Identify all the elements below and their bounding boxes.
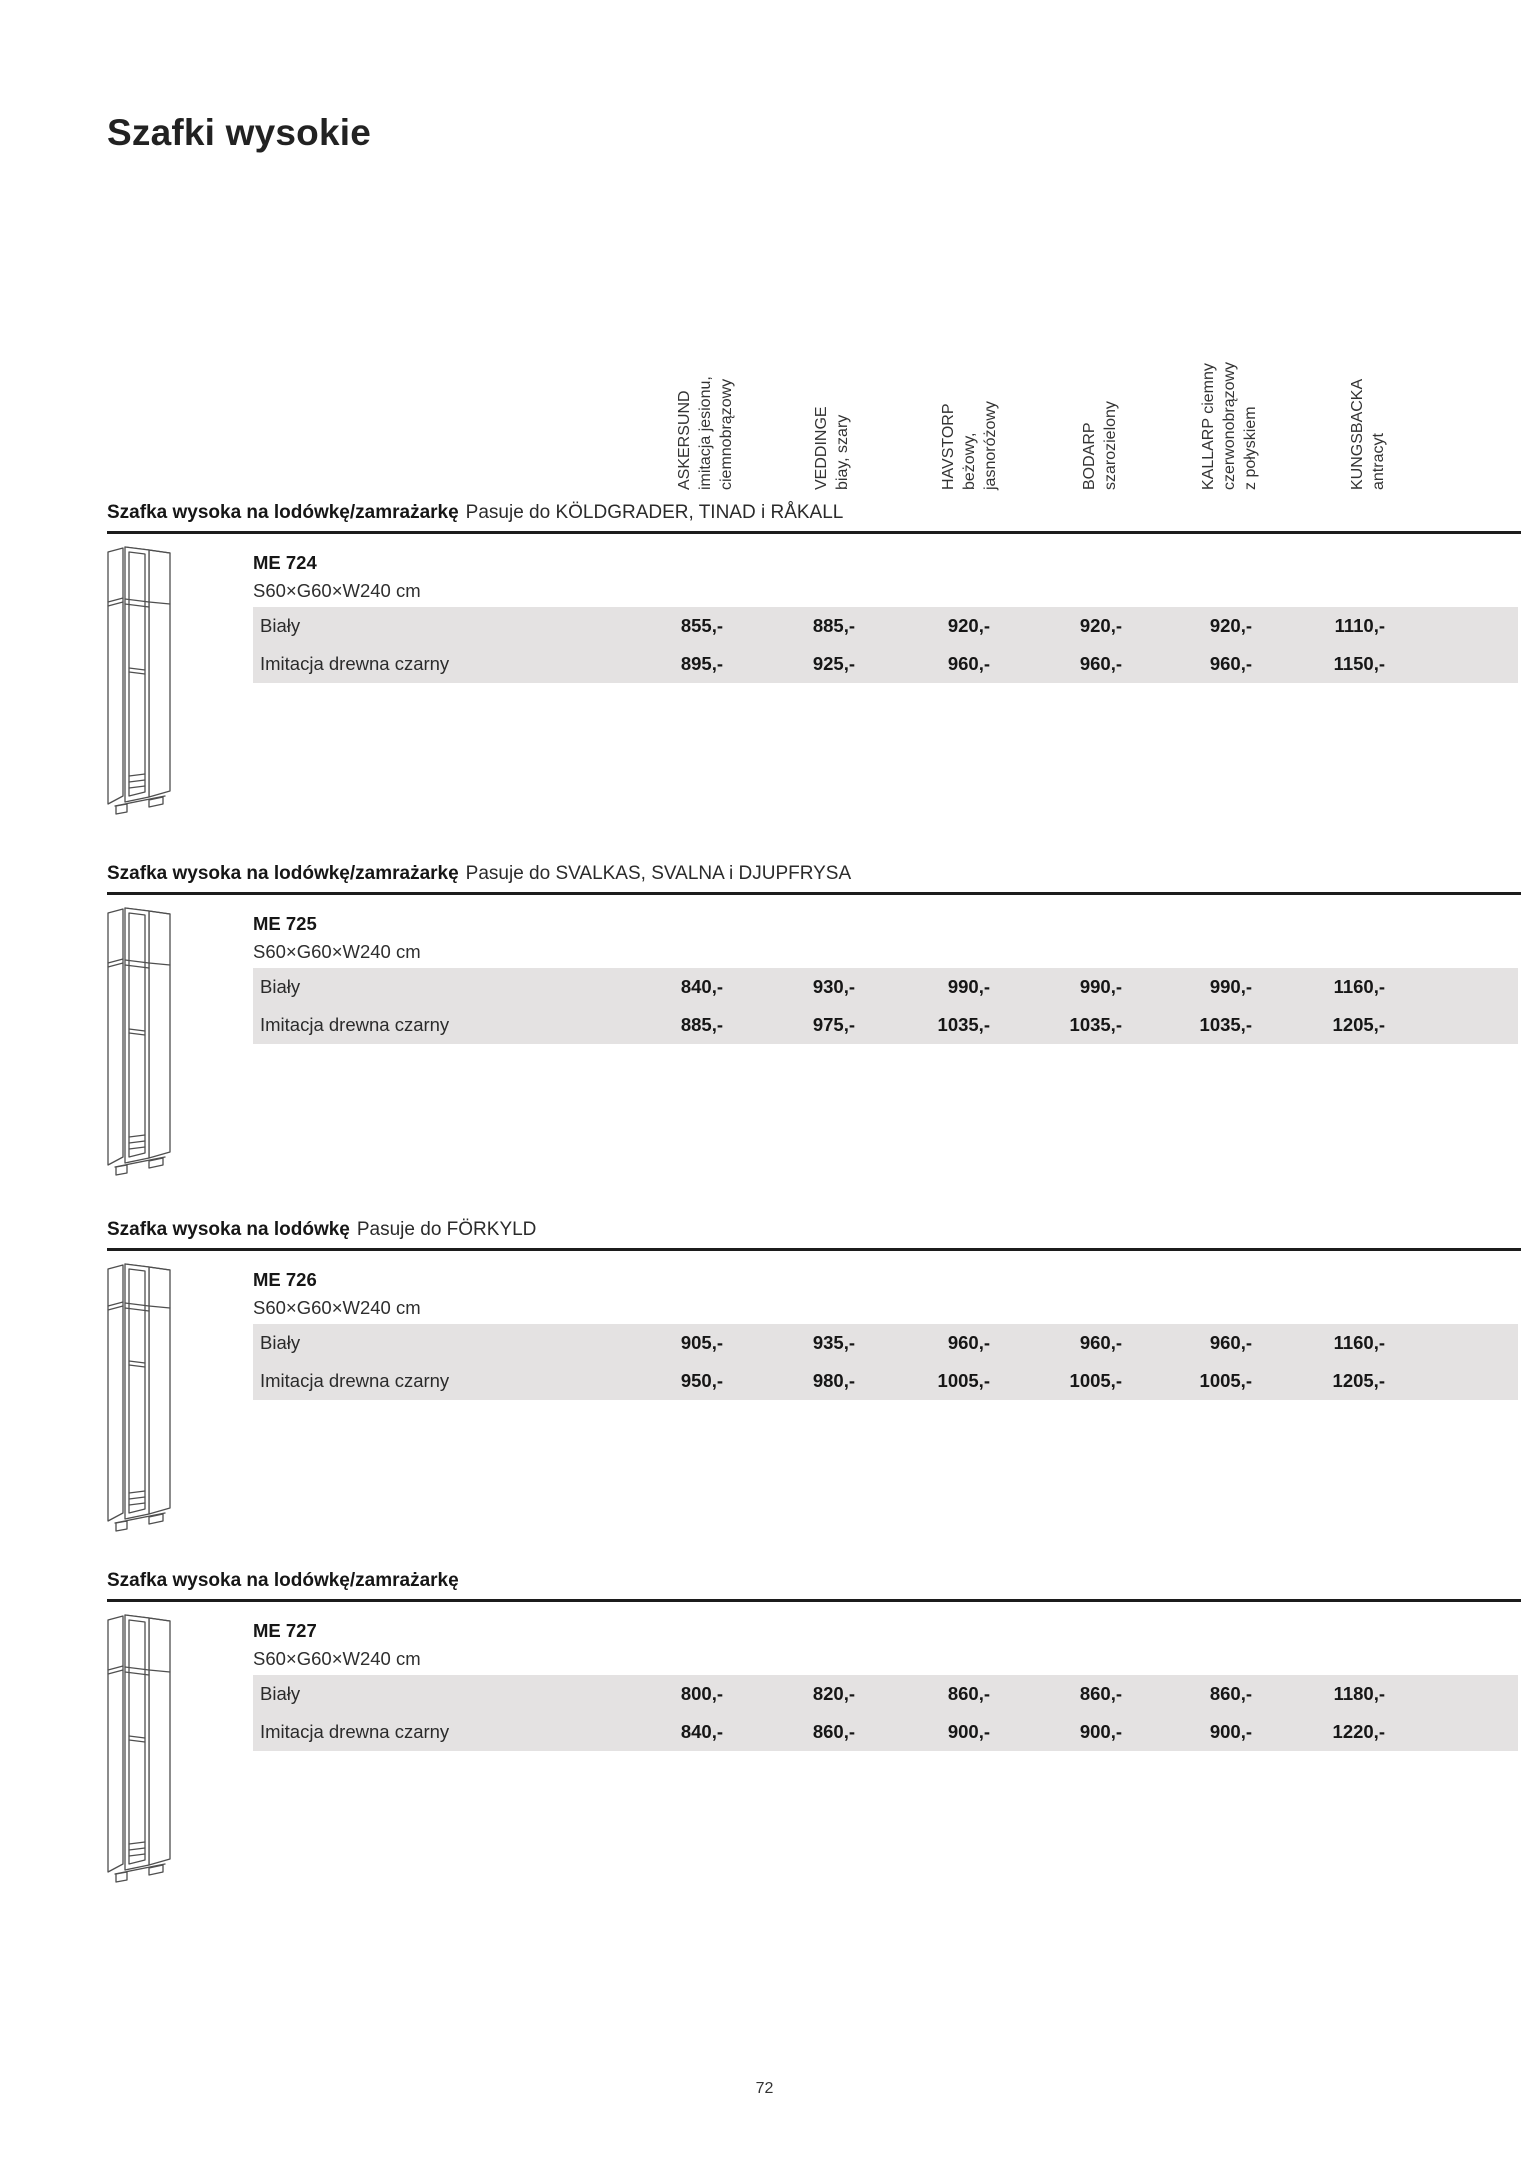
row-label: Biały — [260, 1683, 301, 1704]
finish-column-header-havstorp — [938, 298, 1001, 490]
price-cell: 855,- — [680, 615, 723, 636]
price-cell: 920,- — [947, 615, 990, 636]
cabinet-illustration — [103, 544, 187, 816]
model-dimensions: S60×G60×W240 cm — [253, 941, 421, 962]
product-section-me724 — [0, 502, 1529, 832]
section-heading — [107, 502, 843, 524]
row-label: Imitacja drewna czarny — [260, 653, 450, 674]
finish-line: antracyt — [1370, 433, 1387, 490]
finish-line: BODARP — [1081, 422, 1098, 490]
section-divider — [107, 1599, 1521, 1602]
price-cell: 1205,- — [1332, 1370, 1385, 1391]
price-cell: 1035,- — [1199, 1014, 1252, 1035]
row-label: Biały — [260, 1332, 301, 1353]
price-cell: 1005,- — [937, 1370, 990, 1391]
price-cell: 1205,- — [1332, 1014, 1385, 1035]
section-divider — [107, 531, 1521, 534]
finish-column-header-bodarp — [1079, 298, 1121, 490]
table-row — [253, 1324, 1518, 1362]
section-heading-regular: Pasuje do KÖLDGRADER, TINAD i RÅKALL — [465, 502, 844, 523]
price-cell: 1110,- — [1334, 615, 1385, 636]
finish-column-header-veddinge — [811, 298, 853, 490]
model-number: ME 727 — [253, 1620, 317, 1641]
price-cell: 960,- — [1079, 1332, 1122, 1353]
table-row — [253, 645, 1518, 683]
price-cell: 905,- — [680, 1332, 723, 1353]
price-cell: 920,- — [1079, 615, 1122, 636]
section-heading-bold: Szafka wysoka na lodówkę/zamrażarkę — [107, 502, 459, 523]
price-cell: 1220,- — [1332, 1721, 1385, 1742]
cabinet-illustration — [103, 905, 187, 1177]
table-row — [253, 968, 1518, 1006]
model-number: ME 725 — [253, 913, 317, 934]
price-cell: 820,- — [812, 1683, 855, 1704]
price-cell: 1005,- — [1069, 1370, 1122, 1391]
section-heading-bold: Szafka wysoka na lodówkę/zamrażarkę — [107, 1570, 459, 1591]
price-cell: 960,- — [1079, 653, 1122, 674]
price-cell: 1150,- — [1333, 653, 1385, 674]
finish-line: czerwonobrązowy — [1221, 361, 1238, 490]
section-heading — [107, 1219, 536, 1241]
table-row — [253, 1713, 1518, 1751]
finish-line: HAVSTORP — [940, 403, 957, 490]
product-section-me727 — [0, 1570, 1529, 1900]
row-label: Biały — [260, 615, 301, 636]
finish-line: KALLARP ciemny — [1200, 363, 1217, 490]
table-row — [253, 1675, 1518, 1713]
price-cell: 1035,- — [937, 1014, 990, 1035]
finish-column-header-kungsbacka — [1347, 298, 1389, 490]
price-cell: 1005,- — [1199, 1370, 1252, 1391]
product-section-me726 — [0, 1219, 1529, 1549]
price-cell: 930,- — [812, 976, 855, 997]
row-label: Biały — [260, 976, 301, 997]
price-cell: 960,- — [947, 1332, 990, 1353]
section-heading-regular: Pasuje do SVALKAS, SVALNA i DJUPFRYSA — [465, 863, 852, 884]
price-cell: 935,- — [812, 1332, 855, 1353]
cabinet-illustration — [103, 1612, 187, 1884]
price-cell: 900,- — [947, 1721, 990, 1742]
price-cell: 920,- — [1209, 615, 1252, 636]
price-cell: 960,- — [947, 653, 990, 674]
product-section-me725 — [0, 863, 1529, 1193]
price-cell: 1160,- — [1333, 1332, 1385, 1353]
page-title: Szafki wysokie — [107, 112, 371, 153]
price-cell: 900,- — [1079, 1721, 1122, 1742]
price-cell: 1160,- — [1333, 976, 1385, 997]
table-row — [253, 1006, 1518, 1044]
finish-line: z połyskiem — [1242, 406, 1259, 490]
section-heading — [107, 863, 851, 885]
finish-column-header-askersund — [674, 298, 737, 490]
price-table — [253, 607, 1518, 683]
price-table — [253, 1675, 1518, 1751]
finish-line: ciemnobrązowy — [718, 378, 735, 490]
price-cell: 885,- — [680, 1014, 723, 1035]
price-cell: 990,- — [1209, 976, 1252, 997]
price-cell: 895,- — [680, 653, 723, 674]
table-row — [253, 607, 1518, 645]
finish-line: szarozielony — [1102, 401, 1119, 490]
price-cell: 860,- — [812, 1721, 855, 1742]
finish-line: jasnoróżowy — [982, 401, 999, 490]
section-heading-bold: Szafka wysoka na lodówkę — [107, 1219, 350, 1240]
price-cell: 885,- — [812, 615, 855, 636]
price-cell: 990,- — [947, 976, 990, 997]
finish-column-header-kallarp — [1198, 298, 1261, 490]
price-cell: 960,- — [1209, 653, 1252, 674]
model-dimensions: S60×G60×W240 cm — [253, 580, 421, 601]
price-cell: 860,- — [1079, 1683, 1122, 1704]
cabinet-illustration — [103, 1261, 187, 1533]
finish-line: ASKERSUND — [676, 390, 693, 490]
price-cell: 840,- — [680, 1721, 723, 1742]
model-dimensions: S60×G60×W240 cm — [253, 1648, 421, 1669]
section-divider — [107, 1248, 1521, 1251]
price-cell: 800,- — [680, 1683, 723, 1704]
price-cell: 860,- — [947, 1683, 990, 1704]
price-cell: 860,- — [1209, 1683, 1252, 1704]
finish-line: VEDDINGE — [813, 406, 830, 490]
finish-line: KUNGSBACKA — [1349, 378, 1366, 490]
model-dimensions: S60×G60×W240 cm — [253, 1297, 421, 1318]
price-table — [253, 1324, 1518, 1400]
price-cell: 975,- — [812, 1014, 855, 1035]
price-cell: 950,- — [680, 1370, 723, 1391]
row-label: Imitacja drewna czarny — [260, 1370, 450, 1391]
row-label: Imitacja drewna czarny — [260, 1721, 450, 1742]
price-cell: 900,- — [1209, 1721, 1252, 1742]
price-cell: 960,- — [1209, 1332, 1252, 1353]
finish-line: biay, szary — [834, 414, 851, 490]
section-heading-bold: Szafka wysoka na lodówkę/zamrażarkę — [107, 863, 459, 884]
finish-line: beżowy, — [961, 432, 978, 490]
model-number: ME 724 — [253, 552, 317, 573]
finish-line: imitacja jesionu, — [697, 376, 714, 490]
page-number: 72 — [755, 2080, 774, 2097]
section-heading — [107, 1570, 466, 1592]
price-cell: 990,- — [1079, 976, 1122, 997]
row-label: Imitacja drewna czarny — [260, 1014, 450, 1035]
section-heading-regular: Pasuje do FÖRKYLD — [356, 1219, 537, 1240]
price-cell: 1180,- — [1333, 1683, 1385, 1704]
price-cell: 1035,- — [1069, 1014, 1122, 1035]
price-table — [253, 968, 1518, 1044]
model-number: ME 726 — [253, 1269, 317, 1290]
section-divider — [107, 892, 1521, 895]
price-cell: 980,- — [812, 1370, 855, 1391]
price-cell: 925,- — [812, 653, 855, 674]
table-row — [253, 1362, 1518, 1400]
price-cell: 840,- — [680, 976, 723, 997]
